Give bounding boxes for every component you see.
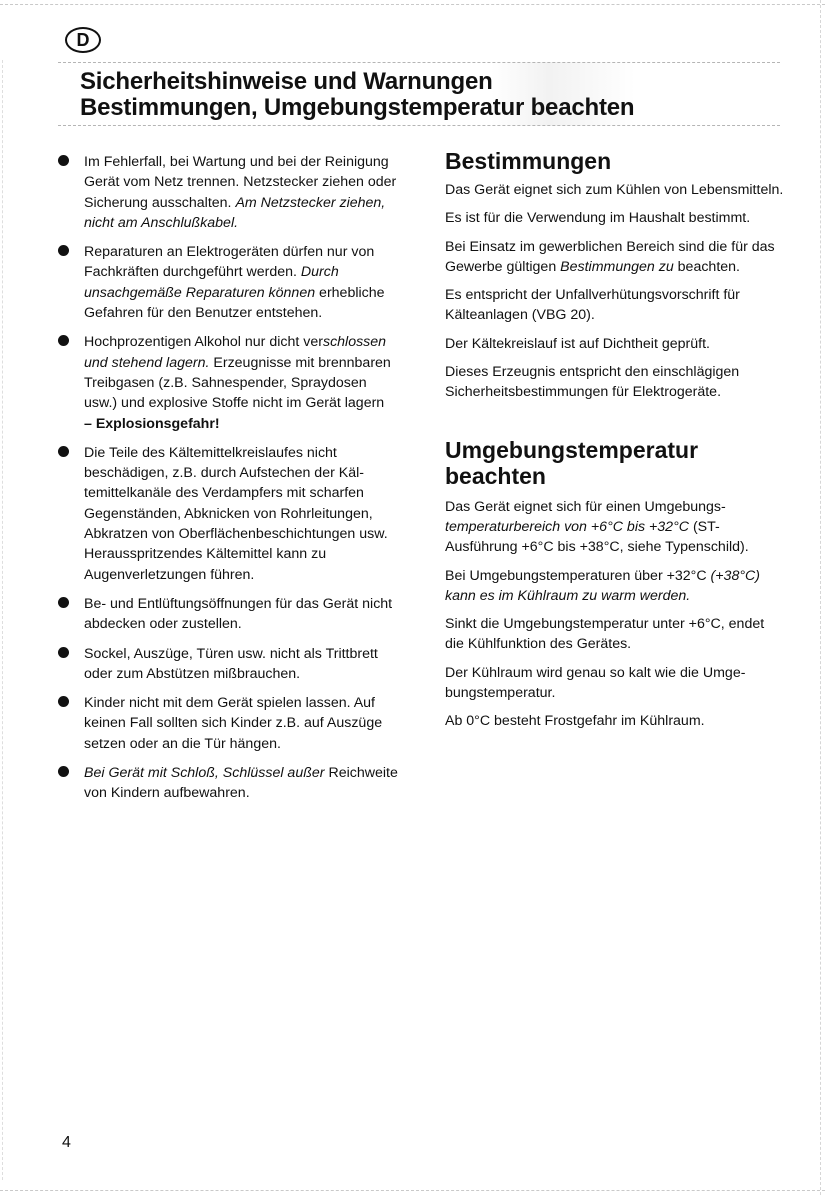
bullet-dot-icon <box>58 647 69 658</box>
page-edge-right <box>820 0 821 1195</box>
text-segment: Bei Umgebungstemperaturen über +32°C <box>445 567 711 584</box>
page-number: 4 <box>62 1134 71 1151</box>
bullet-dot-icon <box>58 696 69 707</box>
paragraph <box>445 566 785 607</box>
text-segment: (ST-Ausführung +6°C bis +38°C, siehe Typenschild). <box>445 518 749 556</box>
paragraph <box>445 208 785 228</box>
page-edge-left <box>2 60 3 1180</box>
text-segment: beachten. <box>673 258 740 275</box>
language-badge <box>65 27 101 53</box>
text-segment: Kinder nicht mit dem Gerät spielen lassen. Auf keinen Fall sollten sich Kinder z.B. auf Auszüge setzen oder an die Tür hängen. <box>84 695 383 752</box>
bullet-dot-icon <box>58 597 69 608</box>
paragraph <box>445 237 785 278</box>
text-segment: Es ist für die Verwendung im Haushalt bestimmt. <box>445 210 751 227</box>
page-edge-bottom <box>0 1190 825 1191</box>
bullet-text <box>84 594 398 635</box>
bullet-dot-icon <box>58 155 69 166</box>
text-segment: Die Teile des Kältemittelkreislaufes nicht beschädigen, z.B. durch Aufstechen der Kältemittelkanäle des Verdampfers mit scharfen Gegenständen, Abknicken von Rohrleitungen, Abkratzen von Oberflächenbeschichtungen usw. <box>84 444 388 543</box>
text-segment: Der Kühlraum wird genau so kalt wie die Umgebungstemperatur. <box>445 664 746 702</box>
safety-bullet-item <box>58 443 398 585</box>
text-segment: Bei Einsatz im gewerblichen Bereich sind die für das Gewerbe gültigen <box>445 238 775 275</box>
text-segment: Am Netzstecker ziehen, nicht am Anschlußkabel. <box>84 194 386 231</box>
heading-line-2: beachten <box>445 462 546 489</box>
text-segment: Es entspricht der Unfallverhütungsvorschrift für Kälteanlagen (VBG 20). <box>445 287 740 324</box>
text-segment: Reparaturen an Elektrogeräten dürfen nur von Fachkräften durchgeführt werden. <box>84 244 375 281</box>
paragraph <box>445 711 785 731</box>
text-segment: Hochprozentigen Alkohol nur dicht ver <box>84 334 323 351</box>
paragraph <box>445 362 785 403</box>
bullet-dot-icon <box>58 335 69 346</box>
page-edge-top <box>0 4 825 5</box>
text-segment: schlossen und stehend lagern. <box>84 334 387 371</box>
bullet-text <box>84 152 398 233</box>
text-segment: temperaturbereich von +6°C bis +32°C <box>445 518 689 535</box>
paragraph <box>445 334 785 354</box>
text-segment: Bestimmungen zu <box>560 258 674 275</box>
text-segment: Im Fehlerfall, bei Wartung und bei der Reinigung Gerät vom Netz trennen. Netzstecker ziehen oder Sicherung ausschalten. <box>84 154 397 211</box>
safety-bullet-item <box>58 242 398 323</box>
text-segment: Reichweite von Kindern aufbewahren. <box>84 765 398 802</box>
text-segment: Das Gerät eignet sich zum Kühlen von Lebensmitteln. <box>445 182 784 198</box>
text-segment: Bei Gerät mit Schloß, Schlüssel außer <box>84 765 325 782</box>
safety-bullet-item <box>58 693 398 754</box>
text-segment: erhebliche Gefahren für den Benutzer entstehen. <box>84 284 385 322</box>
text-segment: Dieses Erzeugnis entspricht den einschlägigen Sicherheitsbestimmungen für Elektrogeräte. <box>445 364 740 401</box>
bullet-text <box>84 693 398 754</box>
section-bestimmungen-body <box>445 180 785 403</box>
text-segment: – Explosionsgefahr! <box>84 415 220 432</box>
bullet-text <box>84 763 398 804</box>
safety-instructions-list <box>58 152 398 813</box>
safety-bullet-item <box>58 644 398 685</box>
page-subtitle: Bestimmungen, Umgebungstemperatur beachten <box>80 94 635 121</box>
right-column <box>445 148 785 740</box>
bullet-dot-icon <box>58 766 69 777</box>
paragraph <box>445 663 785 704</box>
text-segment: Ab 0°C besteht Frostgefahr im Kühlraum. <box>445 713 705 730</box>
safety-bullet-item <box>58 594 398 635</box>
text-segment: (+38°C) kann es im Kühlraum zu warm werden. <box>445 567 760 604</box>
text-segment: Das Gerät eignet sich für einen Umgebungs <box>445 498 726 515</box>
section-umgebungstemperatur-body <box>445 497 785 732</box>
text-segment: Be- und Entlüftungsöffnungen für das Gerät nicht abdecken oder zustellen. <box>84 595 393 633</box>
bullet-text <box>84 332 398 433</box>
page-title: Sicherheitshinweise und Warnungen <box>80 68 493 95</box>
language-badge-label: D <box>76 29 90 50</box>
text-segment: Sockel, Auszüge, Türen usw. nicht als Trittbrett oder zum Abstützen mißbrauchen. <box>84 645 378 682</box>
text-segment: Sinkt die Umgebungstemperatur unter +6°C, endet die Kühlfunktion des Gerätes. <box>445 616 765 653</box>
text-segment: Herausspritzendes Kältemittel kann zu Augenverletzungen führen. <box>84 546 327 583</box>
safety-bullet-item <box>58 152 398 233</box>
bullet-dot-icon <box>58 245 69 256</box>
paragraph <box>445 180 785 200</box>
bullet-text <box>84 644 398 685</box>
safety-bullet-item <box>58 763 398 804</box>
safety-bullet-item <box>58 332 398 433</box>
bullet-text <box>84 443 398 585</box>
text-segment: Durch unsachgemäße Reparaturen können <box>84 264 339 301</box>
bullet-text <box>84 242 398 323</box>
text-segment: Der Kältekreislauf ist auf Dichtheit geprüft. <box>445 335 710 352</box>
text-segment: Erzeugnisse mit brennbaren Treibgasen (z.B. Sahnespender, Spraydosen usw.) und explosive Stoffe nicht im Gerät lagern <box>84 354 391 412</box>
paragraph <box>445 614 785 655</box>
bullet-dot-icon <box>58 446 69 457</box>
paragraph <box>445 497 785 558</box>
heading-line-1: Umgebungstemperatur <box>445 436 699 463</box>
paragraph <box>445 285 785 326</box>
section-heading-bestimmungen: Bestimmungen <box>445 148 612 174</box>
section-heading-umgebungstemperatur <box>445 437 785 489</box>
